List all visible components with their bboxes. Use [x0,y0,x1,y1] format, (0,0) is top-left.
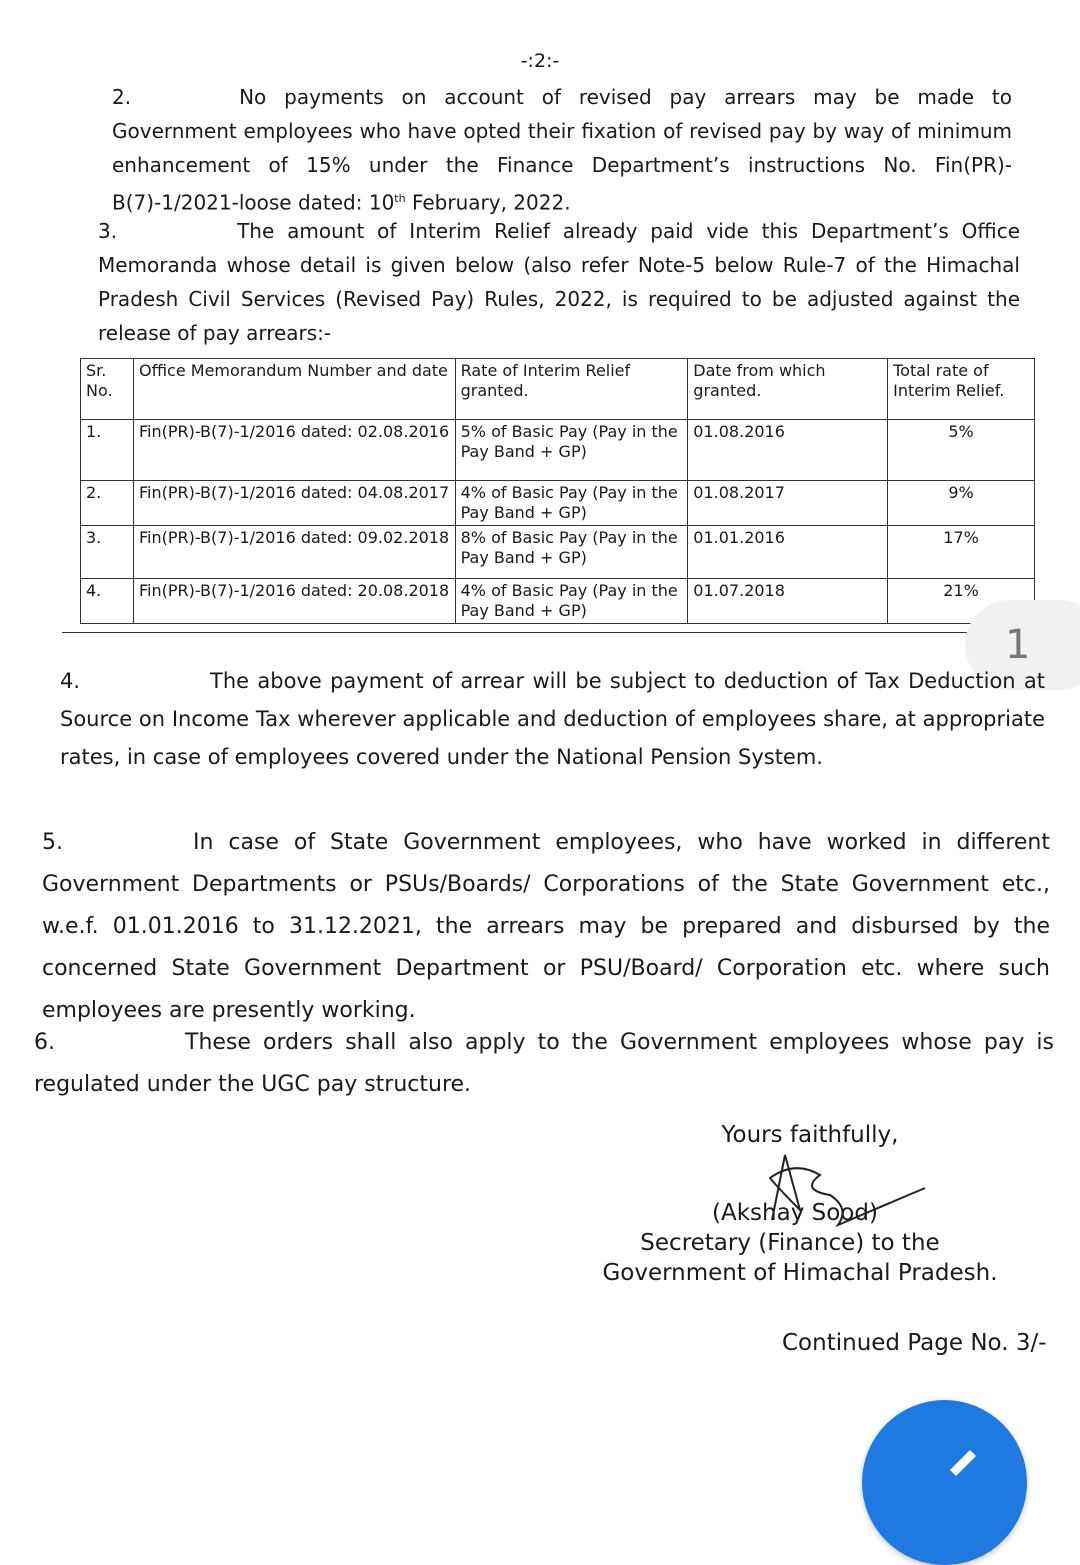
pencil-icon [942,1438,982,1478]
signatory-office: Government of Himachal Pradesh. [602,1260,998,1286]
paragraph-4: 4. The above payment of arrear will be subject to deduction of Tax Deduction at Source on Income Tax wherever applicable and deduction of employees share, at appropriate rates, in case of employees covered under the National Pension System. [60,669,1045,769]
table-row: 4. Fin(PR)-B(7)-1/2016 dated: 20.08.2018 4% of Basic Pay (Pay in the Pay Band + GP) 01.07.2018 21% [81,579,1035,624]
paragraph-number: 5. [42,830,63,855]
table-row: 1. Fin(PR)-B(7)-1/2016 dated: 02.08.2016 5% of Basic Pay (Pay in the Pay Band + GP) 01.08.2016 5% [81,420,1035,481]
header-date: Date from which granted. [688,359,888,420]
paragraph-3: 3. The amount of Interim Relief already paid vide this Department’s Office Memoranda whose detail is given below (also refer Note-5 below Rule-7 of the Himachal Pradesh Civil Services (Revised Pay) Rules, 2022, is required to be adjusted against the release of pay arrears:- [98,219,1020,345]
signatory-designation: Secretary (Finance) to the [640,1230,940,1256]
paragraph-6: 6. These orders shall also apply to the Government employees whose pay is regulated under the UGC pay structure. [34,1030,1054,1097]
handwritten-signature [760,1150,930,1230]
closing: Yours faithfully, [721,1122,899,1148]
table-row: 2. Fin(PR)-B(7)-1/2016 dated: 04.08.2017 4% of Basic Pay (Pay in the Pay Band + GP) 01.08.2017 9% [81,481,1035,526]
paragraph-2: 2. No payments on account of revised pay arrears may be made to Government employees who have opted their fixation of revised pay by way of minimum enhancement of 15% under the Finance Department’s instructions No. Fin(PR)-B(7)-1/2021-loose dated: 10th February, 2022. [112,85,1012,215]
interim-relief-table [80,358,1035,624]
table-row: 3. Fin(PR)-B(7)-1/2016 dated: 09.02.2018 8% of Basic Pay (Pay in the Pay Band + GP) 01.01.2016 17% [81,526,1035,579]
edit-fab-button[interactable] [862,1400,1027,1565]
paragraph-number: 4. [60,669,81,693]
signatory-name: (Akshay Sood) [712,1200,878,1226]
divider [62,632,967,633]
header-sr-no: Sr. No. [81,359,134,420]
paragraph-5: 5. In case of State Government employees, who have worked in different Government Departments or PSUs/Boards/ Corporations of the State Government etc., w.e.f. 01.01.2016 to 31.12.2021, the arrears may be prepared and disbursed by the concerned State Government Department or PSU/Board/ Corporation etc. where such employees are presently working. [42,830,1050,1023]
continued-note: Continued Page No. 3/- [782,1330,1047,1356]
page-marker: -:2:- [520,50,560,72]
page-count-badge: 1 [965,600,1080,690]
header-om-number: Office Memorandum Number and date [133,359,455,420]
header-total: Total rate of Interim Relief. [888,359,1035,420]
header-rate: Rate of Interim Relief granted. [455,359,688,420]
paragraph-number: 6. [34,1030,55,1055]
table-header-row [81,359,1035,420]
paragraph-number: 3. [98,219,118,243]
paragraph-number: 2. [112,85,132,109]
